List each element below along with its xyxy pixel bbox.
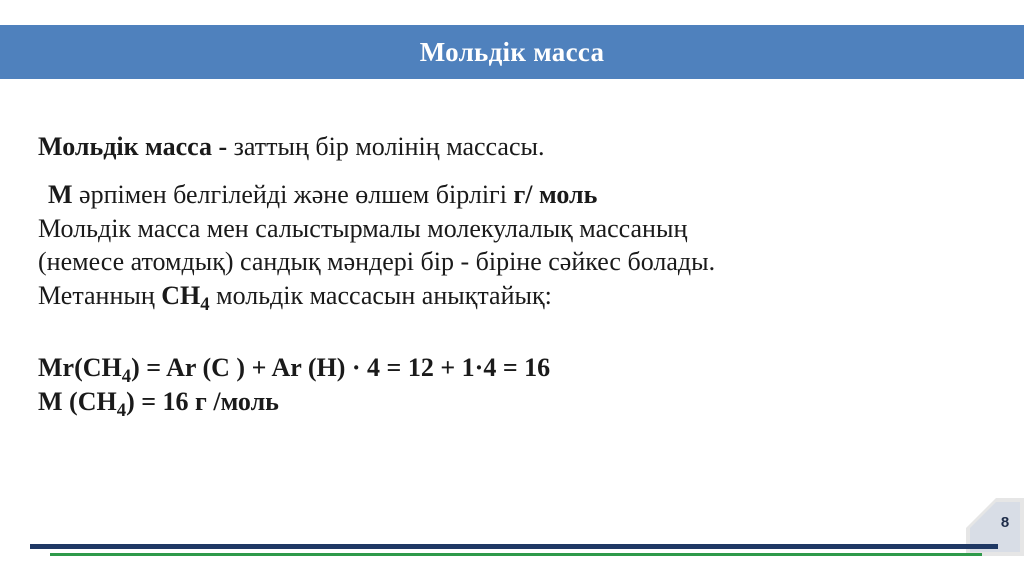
- formula-m-suffix: ) = 16 г /моль: [126, 386, 279, 416]
- formula-m-sub: 4: [116, 399, 127, 421]
- slide-title: Мольдік масса: [419, 36, 605, 67]
- footer-rule-navy: [30, 544, 998, 549]
- methane-formula: [161, 281, 210, 316]
- formula-mr-prefix: Mr(CH: [38, 352, 122, 382]
- notation-unit: г/ моль: [513, 179, 598, 209]
- footer-rule-green: [50, 553, 982, 556]
- title-bar: [0, 25, 1024, 79]
- definition-term: Мольдік масса -: [38, 132, 228, 161]
- slide-content: [38, 130, 998, 419]
- definition-line: [38, 130, 998, 164]
- methane-formula-base: CH: [161, 281, 201, 311]
- page-number: 8: [1000, 514, 1010, 531]
- formula-m-prefix: М (CH: [38, 386, 117, 416]
- relation-line-2: (немесе атомдық) сандық мәндері бір - біріне сәйкес болады.: [38, 247, 716, 277]
- relation-line-1: Мольдік масса мен салыстырмалы молекулалық массаның: [38, 213, 688, 243]
- formula-mr-suffix: ) = Ar (C ) + Ar (H) · 4 = 12 + 1·4 = 16: [131, 352, 551, 382]
- methane-prefix: Метанның: [38, 281, 162, 311]
- spacer: [38, 313, 998, 351]
- notation-line: [38, 178, 998, 212]
- notation-text: әрпімен белгілейді және өлшем бірлігі: [72, 179, 514, 209]
- formula-m: [38, 385, 998, 419]
- formula-mr: [38, 351, 998, 388]
- methane-suffix: мольдік массасын анықтайық:: [209, 281, 552, 311]
- formula-mr-sub: 4: [121, 366, 132, 388]
- methane-formula-sub: 4: [200, 294, 210, 316]
- definition-text: заттың бір молінің массасы.: [227, 132, 545, 161]
- notation-symbol: М: [48, 179, 73, 209]
- methane-line: [38, 279, 998, 316]
